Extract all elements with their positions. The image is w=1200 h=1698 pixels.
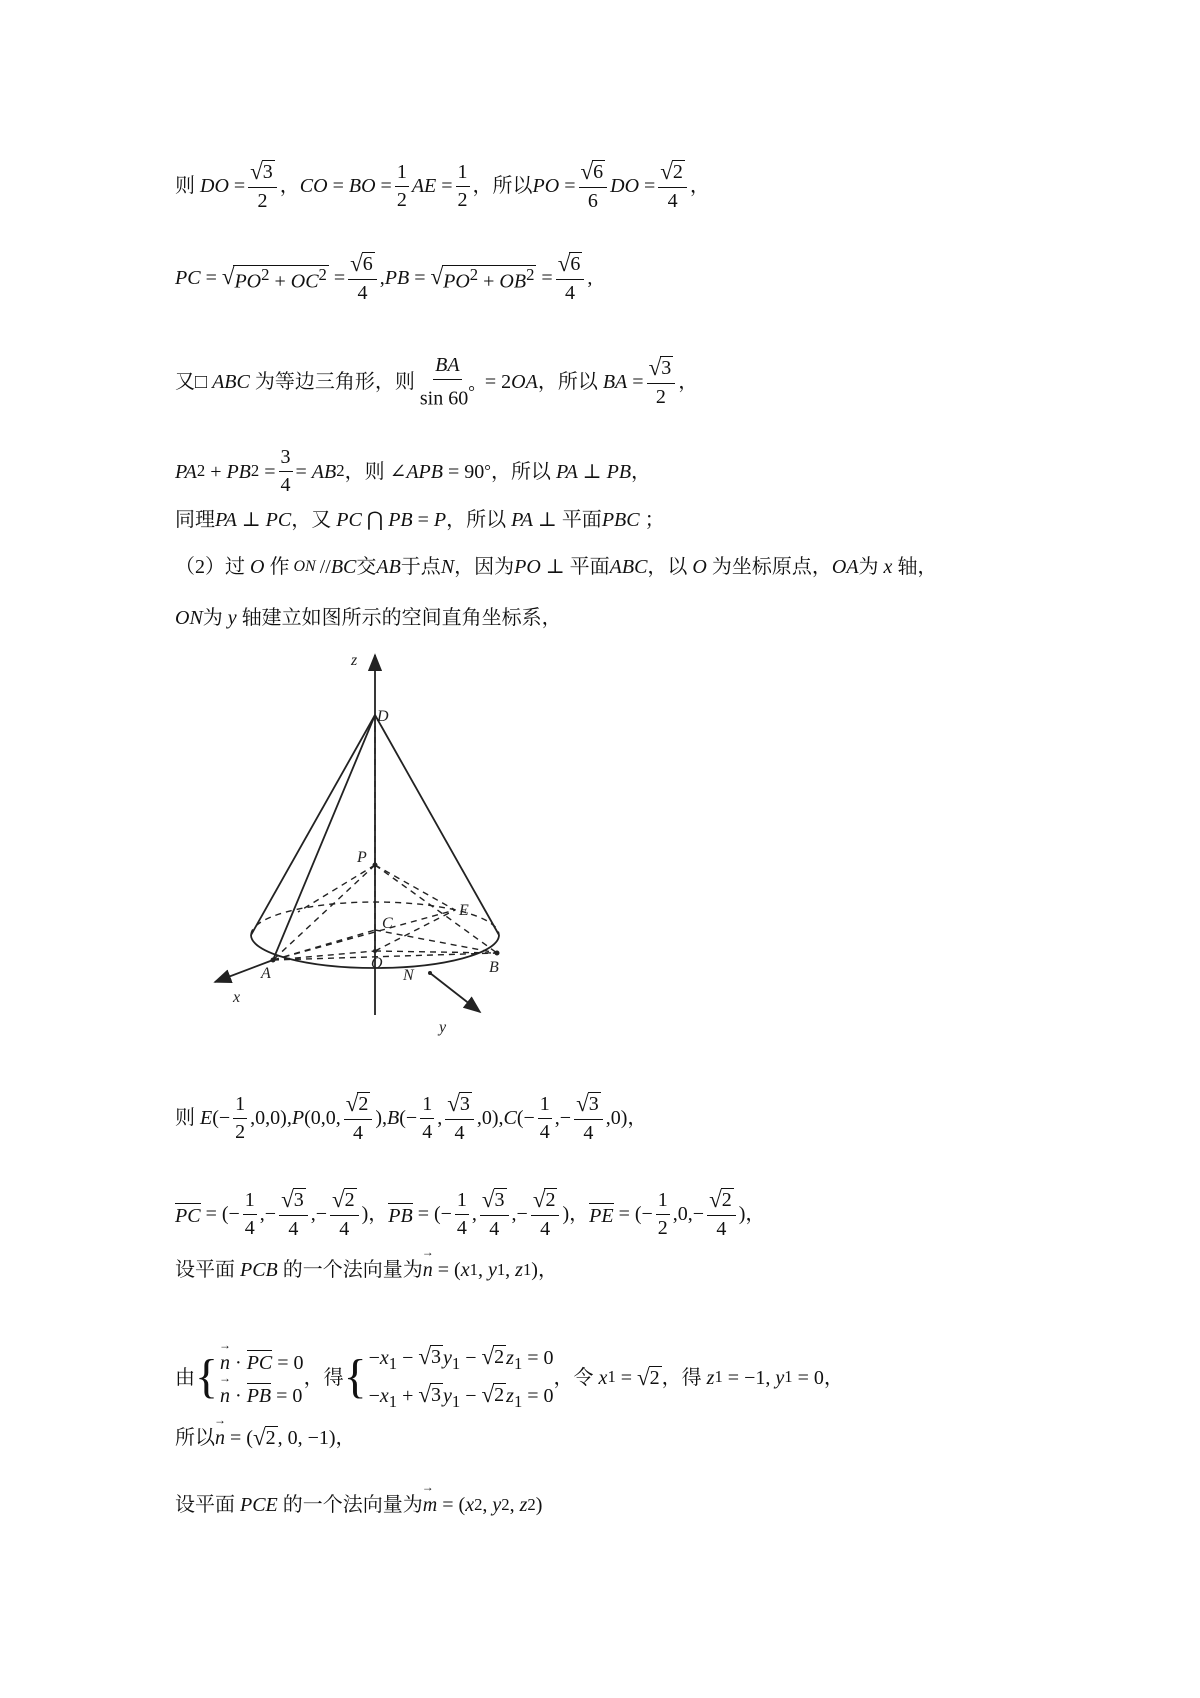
segment-DA [273,715,375,960]
text: ， [490,460,511,483]
point-P [373,863,378,868]
text: 于点 [400,556,441,578]
text: 则 [364,460,385,483]
text: ， [745,1203,766,1225]
text: ， [678,371,699,394]
text: ， [279,175,300,197]
text: （2）过 [175,556,245,578]
label-B: B [489,959,499,976]
label-E: E [459,902,469,919]
line-2: PC = √ $PO^2 + OC^2$ = √ 6 4 , PB = √ $PO^2 + OB^2$ = √ 6 4 , [175,251,593,304]
text: 同理 [175,509,215,531]
text: ， [368,1203,389,1225]
cone-figure [205,650,515,1045]
line-8: 则 E (− $\frac{1}{2}$ ,0,0), P (0,0, √ 2 4 ), B (− $\frac{1}{4}$ , √ 3 4 ,0), C (− $\frac{1}{4}$ ,− √ 3 4 ,0) ， [175,1091,648,1144]
text: ； [644,509,665,531]
text: 的一个法向量为 [282,1494,423,1516]
text: □ [195,371,208,394]
text: 所以 [175,1426,215,1449]
text: 平面 [561,509,602,531]
cone-right-edge [375,715,499,935]
line-5: 同理 PA ⊥ PC ，又 PC ⋂ PB = P ， 所以 PA ⊥ 平面 PBC ； [175,509,665,531]
text: 为 [858,556,879,578]
line-3: 又 □ ABC 为等边三角形，则 $\frac{BA}{\sin 60^\circ}$ = 2 OA ， 所以 BA = √ 3 2 ， [175,354,699,410]
text: 为 [202,607,223,629]
segment-OB [375,951,497,953]
line-11: 由 { → n · PC = 0 → n · PB = 0 ， 得 { $-x_1$ − √ 3 $y_1$ − √ 2 $z_1 = 0$ $-x_1$ + √ 3 $y_1$ − √ 2 $z_1 = 0$ ， 令 x 1 = √ 2 ， 得 z 1 = −1, y 1 = 0 ， [175,1345,1080,1410]
label-P: P [357,849,367,866]
point-B [495,951,500,956]
text: 得 [681,1366,702,1389]
text: 为坐标原点， [711,556,832,578]
text: 令 [573,1366,594,1389]
text: ， [344,460,365,483]
label-N: N [403,967,414,984]
line-10: 设平面 PCB 的一个法向量为 → n = ( x 1 , y 1 , z 1 ) ， [175,1260,1080,1280]
text: ， [303,1366,324,1389]
text: ， [446,509,467,531]
text: ，以 [647,556,688,578]
text: ， [823,1366,844,1389]
text: 设平面 [175,1259,235,1281]
text: 作 [269,556,290,578]
text: 交 [356,556,377,578]
label-A: A [261,965,271,982]
point-O [373,949,377,953]
segment-PE [375,865,455,910]
text: ， [689,175,710,197]
y-axis [430,973,480,1012]
text: 所以 [492,175,533,197]
text: ， [569,1203,590,1225]
text: 则 [175,175,195,197]
line-12: 所以 → n = ( √ 2 , 0, −1) ， [175,1426,1080,1449]
line-1: 则 DO = √ 3 2 ， CO = BO = $\frac{1}{2}$ AE = $\frac{1}{2}$ ， 所以 PO = √ 6 6 DO = √ 2 4 ， [175,159,710,212]
text: ，因为 [454,556,515,578]
text: 所以 [510,460,551,483]
label-y: y [439,1019,447,1036]
text: 所以 [557,371,598,394]
point-N [428,971,432,975]
text: 的一个法向量为 [282,1259,423,1281]
text: 得 [323,1366,344,1389]
text: ，又 [291,509,332,531]
text: 轴， [897,556,938,578]
segment-CB [375,930,497,953]
text: ， [537,1259,558,1281]
text: 为等边三角形，则 [254,371,415,394]
text: 又 [175,371,195,394]
text: 由 [175,1366,195,1389]
text: ， [537,371,558,394]
line-9: PC = (− $\frac{1}{4}$ ,− √ 3 4 ,− √ 2 4 ) ， PB = (− $\frac{1}{4}$ , √ 3 4 ,− √ 2 4 ) ， PE = (− $\frac{1}{2}$ ,0,− √ 2 4 ) ， [175,1187,766,1240]
label-z: z [351,652,358,669]
label-C: C [382,915,393,932]
text: ， [631,460,652,483]
segment-PA [273,865,375,960]
text: ， [627,1107,648,1129]
text: ， [335,1426,356,1449]
text: 所以 [466,509,507,531]
text: ， [661,1366,682,1389]
text: ， [553,1366,574,1389]
line-13: 设平面 PCE 的一个法向量为 → m = ( x 2 , y 2 , z 2 ) [175,1495,1080,1515]
segment-PB [375,865,497,953]
line-6: （2）过 O 作 ON // BC 交 AB 于点 N ，因为 PO ⊥ 平面 ABC ，以 O 为坐标原点， OA 为 x 轴， [175,556,938,578]
text: 设平面 [175,1494,235,1516]
text: ， [472,175,493,197]
label-D: D [377,708,389,725]
line-4: PA 2 + PB 2 = $\frac{3}{4}$ = AB 2 ， 则 ∠ APB = 90 ° ， 所以 PA ⊥ PB ， [175,446,652,496]
point-A [271,958,276,963]
label-x: x [233,989,241,1006]
text: 轴建立如图所示的空间直角坐标系， [241,607,562,629]
line-7: ON 为 y 轴建立如图所示的空间直角坐标系， [175,607,562,629]
label-O: O [371,955,383,972]
text: 则 [175,1107,195,1129]
text: 平面 [569,556,610,578]
